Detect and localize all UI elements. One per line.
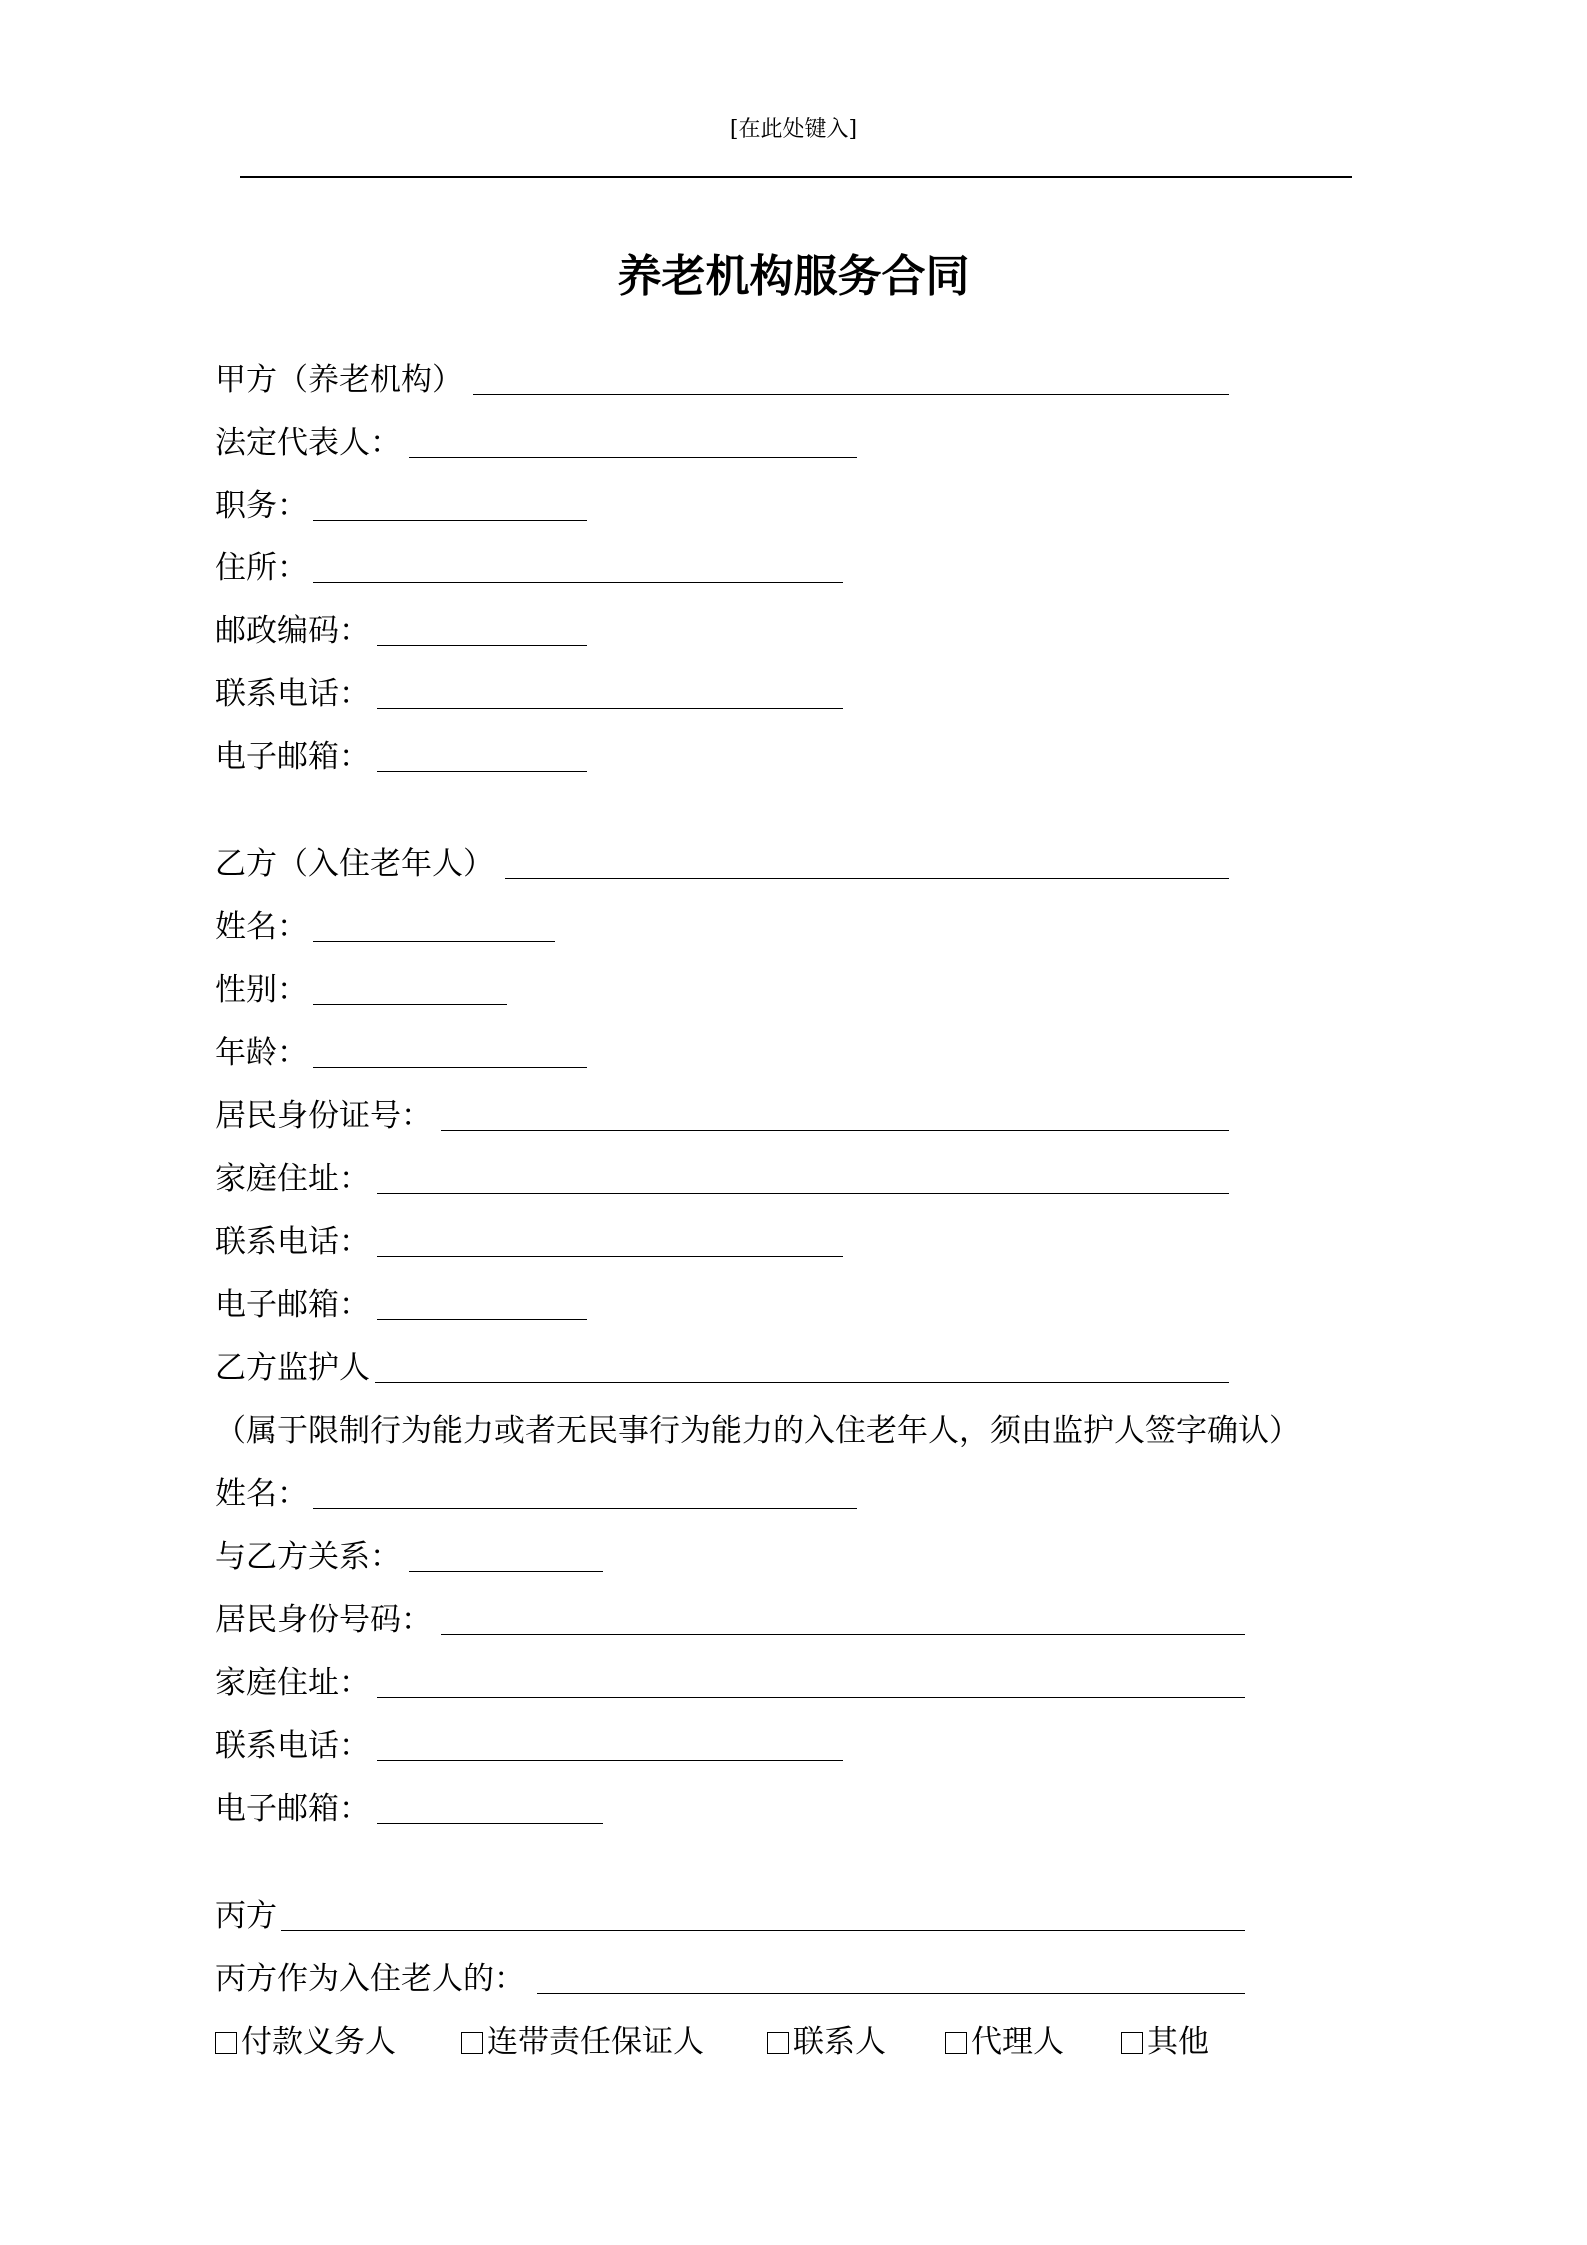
party-c-role-label: 丙方作为入住老人的： xyxy=(215,1961,525,1997)
party-c-name-blank[interactable] xyxy=(281,1930,1245,1931)
option-agent[interactable] xyxy=(945,2018,1064,2066)
guardian-phone-label: 联系电话： xyxy=(215,1728,370,1764)
guardian-heading: 乙方监护人 xyxy=(215,1350,370,1386)
option-label: 联系人 xyxy=(793,2024,886,2060)
contract-title: 养老机构服务合同 xyxy=(617,251,970,302)
party-a-address-blank[interactable] xyxy=(313,582,843,583)
guardian-id-label: 居民身份号码： xyxy=(215,1602,432,1638)
party-b-name-blank[interactable] xyxy=(505,878,1229,879)
option-contact[interactable] xyxy=(767,2018,886,2066)
party-a-legal-rep-blank[interactable] xyxy=(409,457,857,458)
party-b-age-label: 年龄： xyxy=(215,1035,308,1071)
party-a-legal-rep-label: 法定代表人： xyxy=(215,425,401,461)
guardian-home-address-label: 家庭住址： xyxy=(215,1665,370,1701)
guardian-id-blank[interactable] xyxy=(441,1634,1245,1635)
party-b-home-address-blank[interactable] xyxy=(377,1193,1229,1194)
party-a-postcode-label: 邮政编码： xyxy=(215,613,370,649)
guardian-email-label: 电子邮箱： xyxy=(215,1791,370,1827)
party-a-email-label: 电子邮箱： xyxy=(215,739,370,775)
checkbox-icon[interactable] xyxy=(461,2032,483,2054)
party-a-name-blank[interactable] xyxy=(473,394,1229,395)
party-b-gender-label: 性别： xyxy=(215,972,308,1008)
party-b-home-address-label: 家庭住址： xyxy=(215,1161,370,1197)
party-a-position-label: 职务： xyxy=(215,488,308,524)
option-guarantor[interactable] xyxy=(461,2018,704,2066)
option-other[interactable] xyxy=(1121,2018,1209,2066)
guardian-relation-label: 与乙方关系： xyxy=(215,1539,401,1575)
party-b-heading: 乙方（入住老年人） xyxy=(215,846,494,882)
party-b-email-label: 电子邮箱： xyxy=(215,1287,370,1323)
option-label: 付款义务人 xyxy=(241,2024,396,2060)
guardian-name-field[interactable] xyxy=(313,1508,857,1509)
party-a-position-blank[interactable] xyxy=(313,520,587,521)
party-a-phone-blank[interactable] xyxy=(377,708,843,709)
party-b-email-blank[interactable] xyxy=(377,1319,587,1320)
party-b-phone-label: 联系电话： xyxy=(215,1224,370,1260)
party-b-age-blank[interactable] xyxy=(313,1067,587,1068)
party-a-email-blank[interactable] xyxy=(377,771,587,772)
party-b-name-label: 姓名： xyxy=(215,909,308,945)
checkbox-icon[interactable] xyxy=(767,2032,789,2054)
party-c-options-row xyxy=(215,2018,1245,2066)
checkbox-icon[interactable] xyxy=(215,2032,237,2054)
guardian-phone-blank[interactable] xyxy=(377,1760,843,1761)
party-b-name-field[interactable] xyxy=(313,941,555,942)
party-b-id-label: 居民身份证号： xyxy=(215,1098,432,1134)
guardian-name-label: 姓名： xyxy=(215,1476,308,1512)
checkbox-icon[interactable] xyxy=(1121,2032,1143,2054)
guardian-email-blank[interactable] xyxy=(377,1823,603,1824)
option-label: 连带责任保证人 xyxy=(487,2024,704,2060)
option-label: 代理人 xyxy=(971,2024,1064,2060)
header-divider xyxy=(240,176,1352,178)
guardian-note: （属于限制行为能力或者无民事行为能力的入住老年人，须由监护人签字确认） xyxy=(215,1413,1300,1449)
party-b-gender-blank[interactable] xyxy=(313,1004,507,1005)
option-payer[interactable] xyxy=(215,2018,396,2066)
party-c-role-blank[interactable] xyxy=(537,1993,1245,1994)
guardian-home-address-blank[interactable] xyxy=(377,1697,1245,1698)
party-a-address-label: 住所： xyxy=(215,550,308,586)
guardian-name-blank[interactable] xyxy=(375,1382,1229,1383)
header-placeholder[interactable]: [在此处键入] xyxy=(729,117,858,142)
party-a-heading: 甲方（养老机构） xyxy=(215,362,463,398)
party-b-phone-blank[interactable] xyxy=(377,1256,843,1257)
option-label: 其他 xyxy=(1147,2024,1209,2060)
party-b-id-blank[interactable] xyxy=(441,1130,1229,1131)
checkbox-icon[interactable] xyxy=(945,2032,967,2054)
party-a-phone-label: 联系电话： xyxy=(215,676,370,712)
guardian-relation-blank[interactable] xyxy=(409,1571,603,1572)
party-a-postcode-blank[interactable] xyxy=(377,645,587,646)
party-c-heading: 丙方 xyxy=(215,1898,277,1934)
